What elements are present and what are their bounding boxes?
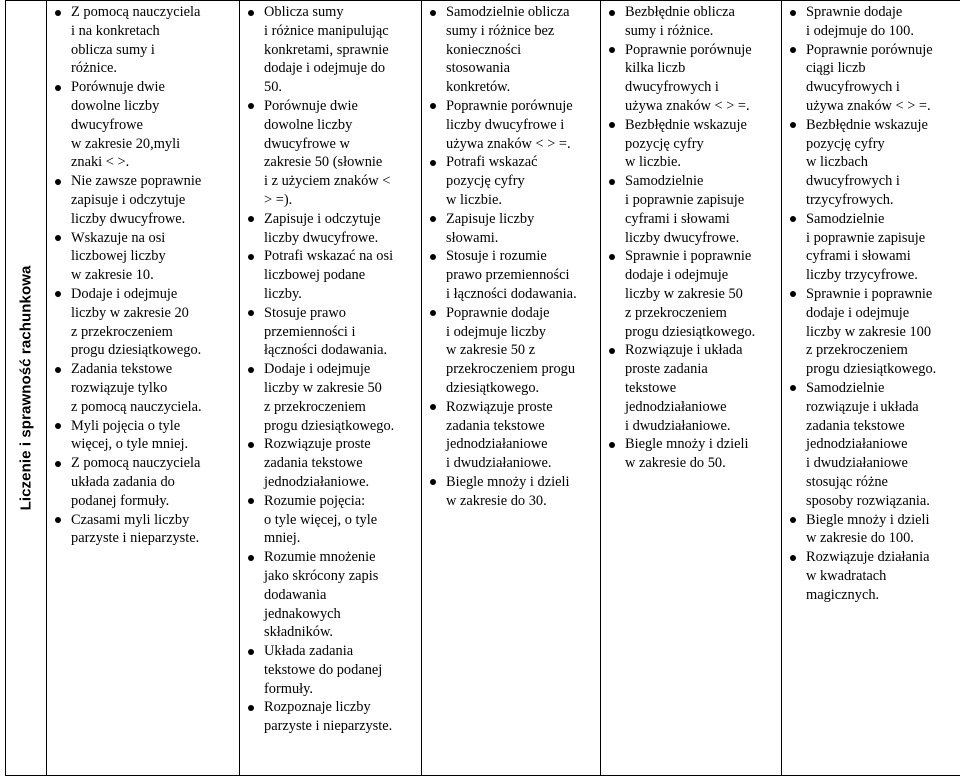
- bullet-icon: [248, 649, 254, 655]
- bullet-icon: [55, 10, 61, 16]
- bullet-icon: [609, 348, 615, 354]
- grade-column-3: [422, 1, 601, 776]
- bullet-icon: [790, 517, 796, 523]
- list-item: [625, 247, 777, 341]
- list-item: [264, 642, 417, 698]
- bullet-icon: [248, 498, 254, 504]
- criteria-list-3: [422, 1, 600, 511]
- bullet-icon: [430, 254, 436, 260]
- list-item-text: Rozwiązuje proste zadania tekstowe jednodziałaniowe.: [264, 436, 371, 490]
- list-item: [71, 285, 235, 360]
- bullet-icon: [609, 179, 615, 185]
- list-item: [806, 379, 960, 511]
- list-item-text: Wskazuje na osi liczbowej liczby w zakresie 10.: [71, 229, 166, 284]
- row-header-label: Liczenie i sprawność rachunkowa: [17, 265, 35, 511]
- list-item-text: Samodzielnie i poprawnie zapisuje cyframi i słowami liczby trzycyfrowe.: [806, 210, 926, 284]
- bullet-icon: [430, 310, 436, 316]
- bullet-icon: [55, 423, 61, 429]
- list-item: [446, 398, 596, 473]
- bullet-icon: [430, 404, 436, 410]
- bullet-icon: [790, 122, 796, 128]
- list-item-text: Rozumie mnożenie jako skrócony zapis dodawania jednakowych składników.: [264, 549, 379, 641]
- bullet-icon: [790, 555, 796, 561]
- list-item-text: Oblicza sumy i różnice manipulując konkretami, sprawnie dodaje i odejmuje do 50.: [264, 4, 389, 96]
- list-item-text: Biegle mnoży i dzieli w zakresie do 100.: [806, 511, 930, 547]
- criteria-list-2: [240, 1, 421, 736]
- list-item-text: Z pomocą nauczyciela układa zadania do podanej formuły.: [71, 455, 201, 509]
- list-item: [625, 172, 777, 247]
- list-item: [264, 97, 417, 210]
- criteria-list-1: [47, 1, 239, 548]
- list-item-text: Dodaje i odejmuje liczby w zakresie 50 z przekroczeniem progu dziesiątkowego.: [264, 361, 395, 434]
- bullet-icon: [248, 10, 254, 16]
- list-item-text: Dodaje i odejmuje liczby w zakresie 20 z przekroczeniem progu dziesiątkowego.: [71, 285, 202, 359]
- list-item: [264, 247, 417, 303]
- list-item-text: Sprawnie i poprawnie dodaje i odejmuje liczby w zakresie 100 z przekroczeniem progu dziesiątkowego.: [806, 285, 937, 378]
- bullet-icon: [609, 442, 615, 448]
- list-item: [806, 285, 960, 379]
- bullet-icon: [55, 367, 61, 373]
- list-item-text: Rozpoznaje liczby parzyste i nieparzyste.: [264, 699, 393, 735]
- bullet-icon: [790, 291, 796, 297]
- criteria-list-4: [601, 1, 781, 473]
- list-item: [446, 473, 596, 511]
- bullet-icon: [248, 254, 254, 260]
- criteria-list-5: [782, 1, 960, 605]
- bullet-icon: [248, 216, 254, 222]
- list-item-text: Sprawnie dodaje i odejmuje do 100.: [806, 4, 914, 39]
- list-item-text: Sprawnie i poprawnie dodaje i odejmuje liczby w zakresie 50 z przekroczeniem progu dziesiątkowego.: [625, 248, 756, 340]
- list-item: [806, 210, 960, 285]
- row-header-cell: [6, 1, 47, 776]
- list-item-text: Poprawnie porównuje liczby dwucyfrowe i używa znaków < > =.: [446, 97, 573, 152]
- list-item-text: Poprawnie porównuje kilka liczb dwucyfrowych i używa znaków < > =.: [625, 41, 752, 114]
- list-item: [446, 97, 596, 153]
- list-item: [71, 360, 235, 416]
- grade-column-1: [47, 1, 240, 776]
- list-item-text: Stosuje i rozumie prawo przemienności i łączności dodawania.: [446, 248, 577, 302]
- list-item-text: Biegle mnoży i dzieli w zakresie do 50.: [625, 436, 749, 472]
- list-item: [625, 341, 777, 435]
- list-item: [625, 116, 777, 172]
- list-item-text: Zapisuje i odczytuje liczby dwucyfrowe.: [264, 210, 381, 246]
- list-item-text: Samodzielnie rozwiązuje i układa zadania tekstowe jednodziałaniowe i dwudziałaniowe stosując różne sposoby rozwiązania.: [806, 379, 930, 509]
- bullet-icon: [790, 47, 796, 53]
- list-item-text: Bezbłędnie wskazuje pozycję cyfry w liczbie.: [625, 116, 747, 171]
- bullet-icon: [790, 10, 796, 16]
- bullet-icon: [55, 461, 61, 467]
- bullet-icon: [248, 310, 254, 316]
- list-item-text: Układa zadania tekstowe do podanej formuły.: [264, 643, 383, 697]
- bullet-icon: [430, 479, 436, 485]
- bullet-icon: [430, 10, 436, 16]
- list-item-text: Bezbłędnie wskazuje pozycję cyfry w liczbach dwucyfrowych i trzycyfrowych.: [806, 116, 928, 208]
- list-item: [806, 41, 960, 116]
- list-item-text: Porównuje dwie dowolne liczby dwucyfrowe w zakresie 20,myli znaki < >.: [71, 79, 181, 171]
- bullet-icon: [248, 103, 254, 109]
- bullet-icon: [430, 216, 436, 222]
- bullet-icon: [430, 103, 436, 109]
- list-item-text: Rozwiązuje działania w kwadratach magicznych.: [806, 549, 930, 603]
- grade-column-4: [601, 1, 782, 776]
- list-item: [71, 3, 235, 78]
- list-item: [806, 511, 960, 549]
- bullet-icon: [609, 10, 615, 16]
- list-item-text: Porównuje dwie dowolne liczby dwucyfrowe w zakresie 50 (słownie i z użyciem znaków < > =).: [264, 97, 391, 208]
- bullet-icon: [55, 291, 61, 297]
- list-item-text: Z pomocą nauczyciela i na konkretach oblicza sumy i różnice.: [71, 4, 201, 77]
- list-item: [264, 492, 417, 548]
- bullet-icon: [55, 85, 61, 91]
- list-item-text: Samodzielnie i poprawnie zapisuje cyframi i słowami liczby dwucyfrowe.: [625, 173, 745, 246]
- list-item: [264, 698, 417, 736]
- table-row: [6, 1, 960, 776]
- bullet-icon: [609, 122, 615, 128]
- bullet-icon: [790, 216, 796, 222]
- grade-column-5: [782, 1, 960, 776]
- grade-column-2: [240, 1, 422, 776]
- list-item: [446, 304, 596, 398]
- list-item-text: Stosuje prawo przemienności i łączności dodawania.: [264, 304, 388, 359]
- bullet-icon: [609, 254, 615, 260]
- list-item: [264, 360, 417, 435]
- list-item-text: Zadania tekstowe rozwiązuje tylko z pomocą nauczyciela.: [71, 361, 202, 415]
- list-item-text: Nie zawsze poprawnie zapisuje i odczytuje liczby dwucyfrowe.: [71, 173, 202, 227]
- bullet-icon: [248, 367, 254, 373]
- list-item: [625, 435, 777, 473]
- bullet-icon: [248, 555, 254, 561]
- bullet-icon: [55, 235, 61, 241]
- list-item: [71, 229, 235, 285]
- bullet-icon: [55, 179, 61, 185]
- list-item: [71, 417, 235, 455]
- bullet-icon: [248, 442, 254, 448]
- list-item: [71, 511, 235, 549]
- list-item: [264, 304, 417, 360]
- list-item: [446, 210, 596, 248]
- list-item: [71, 454, 235, 510]
- list-item: [446, 3, 596, 97]
- list-item-text: Zapisuje liczby słowami.: [446, 210, 535, 246]
- list-item: [264, 435, 417, 491]
- list-item-text: Biegle mnoży i dzieli w zakresie do 30.: [446, 473, 570, 509]
- list-item-text: Czasami myli liczby parzyste i nieparzyste.: [71, 511, 200, 547]
- list-item: [264, 548, 417, 642]
- list-item: [625, 3, 777, 41]
- criteria-table: [5, 0, 960, 776]
- list-item-text: Rozwiązuje proste zadania tekstowe jednodziałaniowe i dwudziałaniowe.: [446, 398, 553, 472]
- list-item-text: Potrafi wskazać pozycję cyfry w liczbie.: [446, 154, 538, 208]
- list-item: [806, 116, 960, 210]
- list-item: [625, 41, 777, 116]
- bullet-icon: [55, 517, 61, 523]
- bullet-icon: [790, 385, 796, 391]
- bullet-icon: [430, 160, 436, 166]
- list-item: [806, 548, 960, 604]
- list-item-text: Potrafi wskazać na osi liczbowej podane liczby.: [264, 248, 394, 302]
- list-item: [71, 172, 235, 228]
- list-item-text: Poprawnie porównuje ciągi liczb dwucyfrowych i używa znaków < > =.: [806, 41, 933, 114]
- list-item-text: Samodzielnie oblicza sumy i różnice bez konieczności stosowania konkretów.: [446, 4, 570, 96]
- list-item-text: Rozwiązuje i układa proste zadania tekstowe jednodziałaniowe i dwudziałaniowe.: [625, 342, 743, 434]
- list-item-text: Bezbłędnie oblicza sumy i różnice.: [625, 4, 735, 39]
- list-item: [71, 78, 235, 172]
- list-item: [446, 247, 596, 303]
- list-item: [806, 3, 960, 41]
- list-item: [264, 210, 417, 248]
- bullet-icon: [248, 705, 254, 711]
- list-item: [446, 153, 596, 209]
- list-item: [264, 3, 417, 97]
- list-item-text: Myli pojęcia o tyle więcej, o tyle mniej.: [71, 417, 189, 453]
- bullet-icon: [609, 47, 615, 53]
- list-item-text: Poprawnie dodaje i odejmuje liczby w zakresie 50 z przekroczeniem progu dziesiątkowego.: [446, 304, 576, 396]
- list-item-text: Rozumie pojęcia: o tyle więcej, o tyle mniej.: [264, 492, 378, 547]
